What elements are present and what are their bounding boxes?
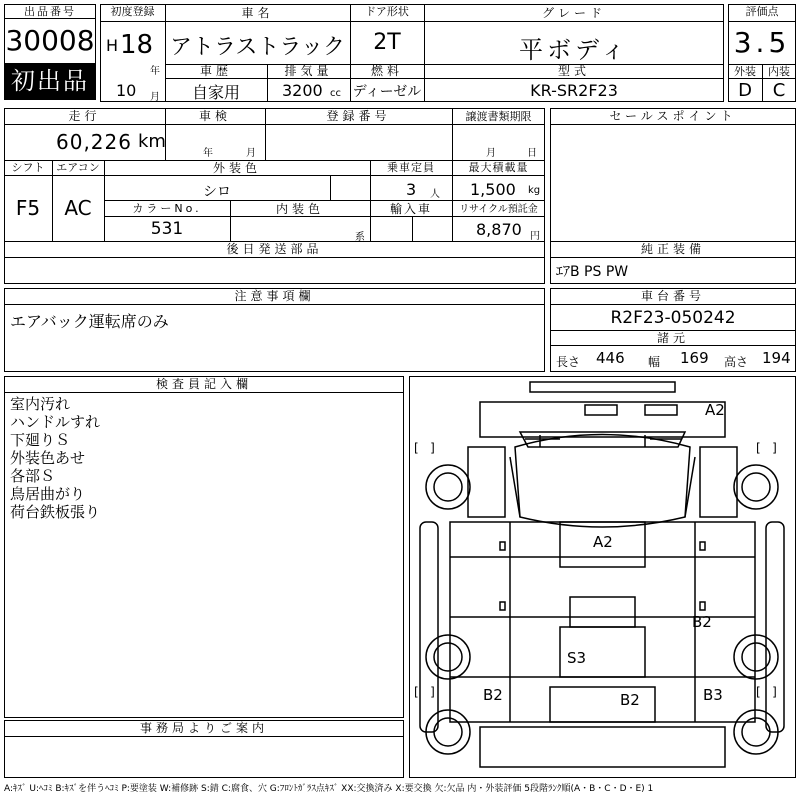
history-label: 車歴 xyxy=(199,64,232,78)
interior-color-unit: 系 xyxy=(355,232,365,243)
length-value: 446 xyxy=(596,349,625,367)
height-label: 高さ xyxy=(724,355,749,369)
inspection-year-unit: 年 xyxy=(203,148,213,159)
inspector-label: 検査員記入欄 xyxy=(155,377,252,391)
max-load-value: 1,500 xyxy=(470,180,516,199)
diagram-bracket: [ ] xyxy=(414,685,435,699)
registration-label: 登録番号 xyxy=(326,109,391,123)
capacity-label: 乗車定員 xyxy=(387,161,435,174)
car-name-value: アトラストラック xyxy=(170,35,345,60)
caution-label: 注意事項欄 xyxy=(234,289,315,303)
chassis-label: 車台番号 xyxy=(640,289,705,303)
vehicle-diagram xyxy=(410,377,794,776)
max-load-unit: kg xyxy=(528,185,541,196)
legend: A:ｷｽﾞ U:ﾍｺﾐ B:ｷｽﾞを伴うﾍｺﾐ P:要塗装 W:補修跡 S:錆 C:腐食、穴 G:ﾌﾛﾝﾄｶﾞﾗｽ点ｷｽﾞ XX:交換済み X:要交換 欠:欠品 内・外装評価 5段階ﾗﾝｸ順(A・B・C・D・E) 1 xyxy=(4,784,654,794)
lot-number: 30008 xyxy=(5,24,95,57)
caution-value: エアバック運転席のみ xyxy=(10,312,169,331)
inspection-label: 車検 xyxy=(198,109,231,123)
later-parts-label: 後日発送部品 xyxy=(226,242,323,256)
inspector-notes xyxy=(10,395,100,521)
int-score-label: 内装 xyxy=(768,65,790,78)
car-name-label: 車名 xyxy=(241,6,274,20)
width-value: 169 xyxy=(680,349,709,367)
aircon-value: AC xyxy=(64,196,92,220)
score-label: 評価点 xyxy=(745,5,779,18)
ext-score-value: D xyxy=(738,80,752,101)
fuel-label: 燃料 xyxy=(370,64,403,78)
diagram-bracket: [ ] xyxy=(414,441,435,455)
first-reg-month: 10 xyxy=(116,81,137,100)
recycle-unit: 円 xyxy=(530,231,540,242)
shift-label: シフト xyxy=(11,161,45,174)
first-reg-month-unit: 月 xyxy=(150,92,160,103)
width-label: 幅 xyxy=(648,355,661,369)
aircon-label: エアコン xyxy=(56,161,100,174)
mileage-label: 走行 xyxy=(68,109,101,123)
model-value: KR-SR2F23 xyxy=(530,81,618,100)
mileage-unit: km xyxy=(138,131,166,152)
inspector-note: 外装色あせ xyxy=(10,449,86,467)
damage-mark: B2 xyxy=(483,686,503,704)
height-value: 194 xyxy=(762,349,791,367)
damage-mark: A2 xyxy=(705,401,725,419)
lot-label: 出品番号 xyxy=(5,5,95,19)
exterior-color-label: 外装色 xyxy=(212,161,261,175)
first-reg-year: 18 xyxy=(120,30,154,60)
first-reg-era: H xyxy=(106,36,119,55)
inspector-note: 各部Ｓ xyxy=(10,467,56,485)
model-label: 型式 xyxy=(557,64,590,78)
damage-mark: A2 xyxy=(593,533,613,551)
interior-color-label: 内装色 xyxy=(275,202,324,216)
vehicle-diagram-box xyxy=(409,376,796,778)
first-reg-year-unit: 年 xyxy=(150,66,160,77)
color-no-value: 531 xyxy=(150,219,184,239)
fuel-value: ディーゼル xyxy=(352,84,422,100)
displacement-value: 3200 xyxy=(282,81,323,100)
door-value: 2T xyxy=(373,30,401,55)
shift-value: F5 xyxy=(15,196,41,220)
recycle-label: リサイクル預託金 xyxy=(459,204,538,215)
genuine-label: 純正装備 xyxy=(640,242,705,256)
displacement-unit: cc xyxy=(330,88,341,99)
first-reg-label: 初度登録 xyxy=(110,5,155,18)
mileage-value: 60,226 xyxy=(56,130,132,154)
inspector-note: 室内汚れ xyxy=(10,395,71,413)
damage-mark: B3 xyxy=(703,686,723,704)
transfer-month-unit: 月 xyxy=(486,148,496,159)
exterior-color-value: シロ xyxy=(203,184,231,200)
int-score-value: C xyxy=(772,80,786,101)
damage-mark: S3 xyxy=(567,649,587,667)
inspector-note: 鳥居曲がり xyxy=(10,485,86,503)
damage-mark: B2 xyxy=(692,613,712,631)
transfer-label: 譲渡書類期限 xyxy=(465,110,532,123)
spec-label: 諸元 xyxy=(656,331,689,345)
inspector-note: 下廻りＳ xyxy=(10,431,71,449)
grade-value: 平ボディ xyxy=(518,36,630,64)
diagram-bracket: [ ] xyxy=(756,441,777,455)
capacity-value: 3 xyxy=(406,180,417,199)
sales-point-label: セールスポイント xyxy=(609,109,737,123)
recycle-value: 8,870 xyxy=(476,220,522,239)
capacity-unit: 人 xyxy=(430,189,440,200)
transfer-day-unit: 日 xyxy=(527,148,537,159)
displacement-label: 排気量 xyxy=(284,64,333,78)
chassis-value: R2F23-050242 xyxy=(610,308,736,328)
inspector-note: ハンドルすれ xyxy=(10,413,101,431)
color-no-label: カラーNo. xyxy=(132,202,202,215)
office-label: 事務局よりご案内 xyxy=(139,721,268,735)
first-listing-badge: 初出品 xyxy=(5,63,95,99)
ext-score-label: 外装 xyxy=(734,65,756,78)
grade-label: グレード xyxy=(541,6,606,20)
inspector-note: 荷台鉄板張り xyxy=(10,503,101,521)
diagram-bracket: [ ] xyxy=(756,685,777,699)
genuine-value: ｴｱB PS PW xyxy=(556,264,629,280)
score-value: 3.5 xyxy=(733,26,791,59)
import-label: 輸入車 xyxy=(389,202,432,216)
lot-box xyxy=(4,4,96,100)
door-label: ドア形状 xyxy=(365,5,409,18)
history-value: 自家用 xyxy=(191,83,240,102)
damage-mark: B2 xyxy=(620,691,640,709)
max-load-label: 最大積載量 xyxy=(468,161,529,174)
length-label: 長さ xyxy=(556,355,581,369)
inspection-month-unit: 月 xyxy=(246,148,256,159)
